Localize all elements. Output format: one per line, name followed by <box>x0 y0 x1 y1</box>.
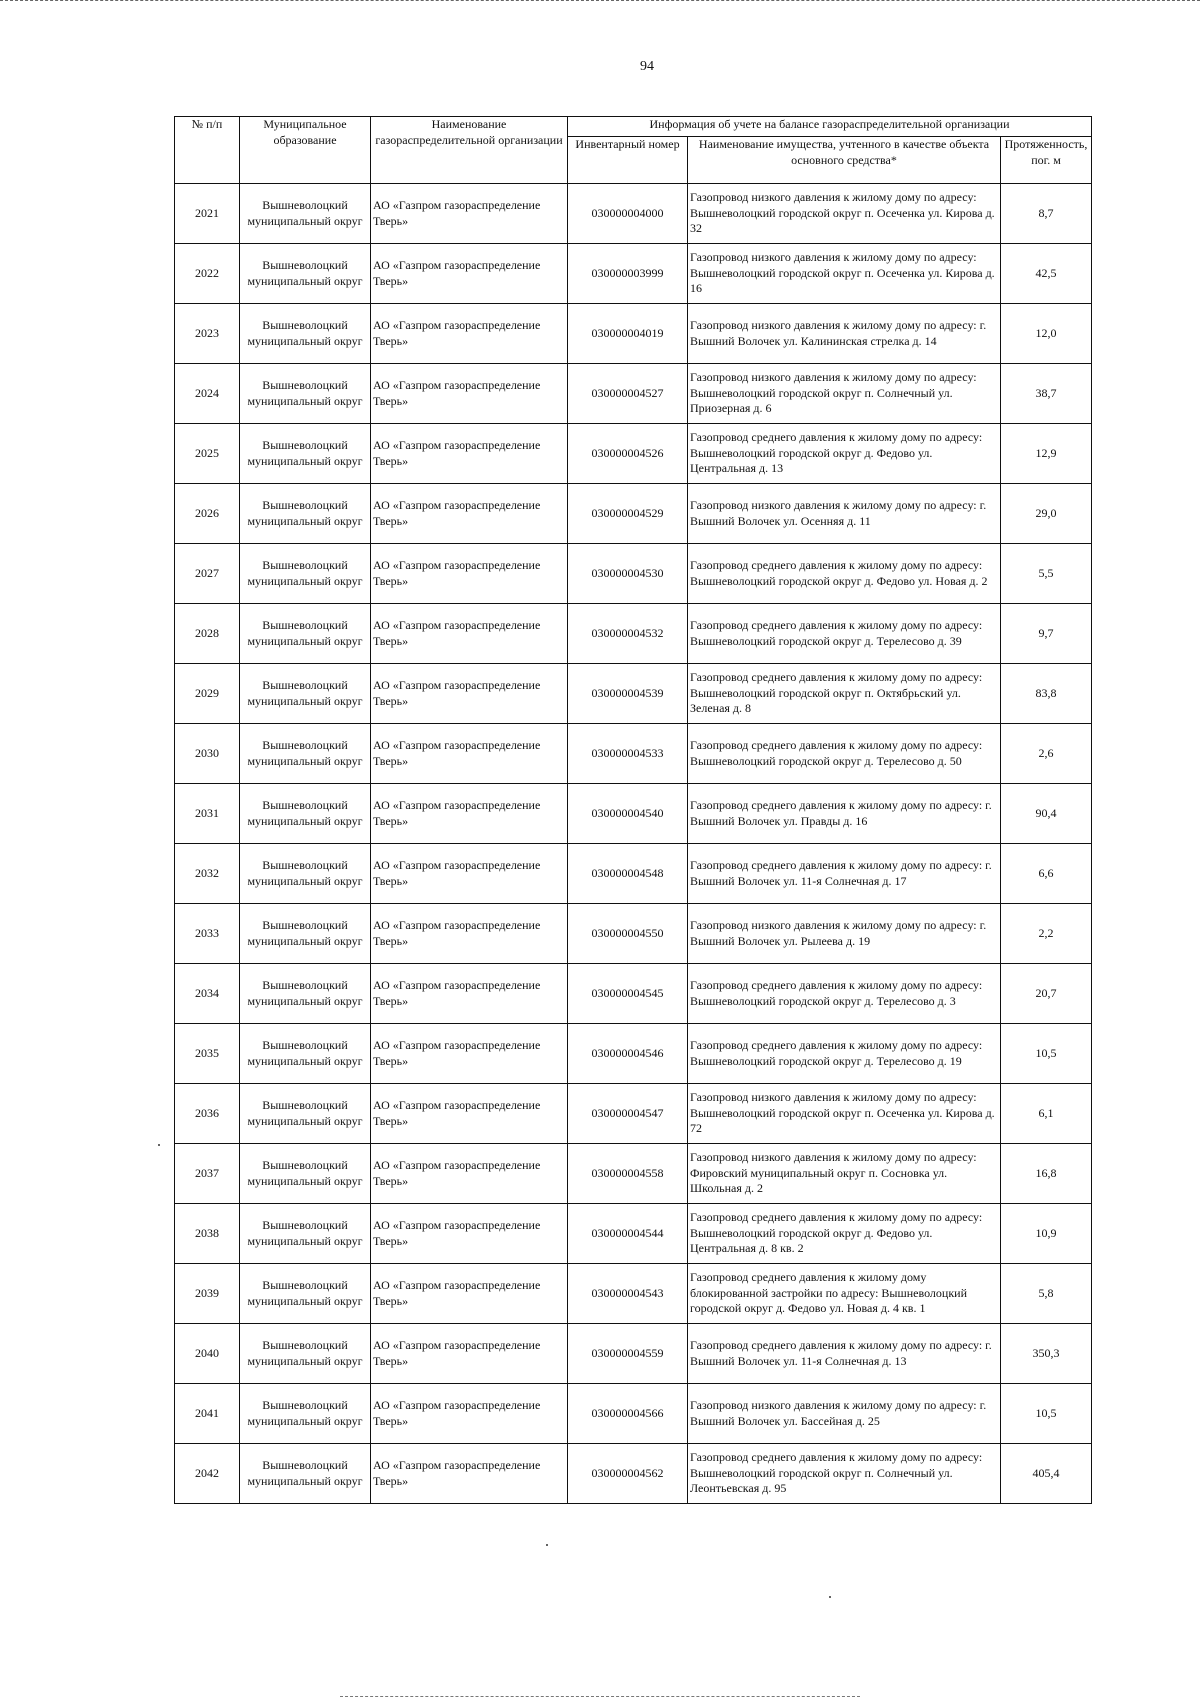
organization-cell: АО «Газпром газораспределение Тверь» <box>371 904 568 964</box>
inventory-number-cell: 030000004559 <box>568 1324 688 1384</box>
row-number: 2021 <box>175 184 240 244</box>
inventory-number-cell: 030000004533 <box>568 724 688 784</box>
row-number: 2025 <box>175 424 240 484</box>
header-inventory: Инвентарный номер <box>568 137 688 184</box>
organization-cell: АО «Газпром газораспределение Тверь» <box>371 364 568 424</box>
length-cell: 9,7 <box>1001 604 1092 664</box>
organization-cell: АО «Газпром газораспределение Тверь» <box>371 484 568 544</box>
inventory-number-cell: 030000004547 <box>568 1084 688 1144</box>
header-municipality: Муниципальное образование <box>240 117 371 184</box>
length-cell: 6,6 <box>1001 844 1092 904</box>
header-no: № п/п <box>175 117 240 184</box>
asset-name-cell: Газопровод низкого давления к жилому дому по адресу: Вышневолоцкий городской округ п. Осеченка ул. Кирова д. 32 <box>688 184 1001 244</box>
length-cell: 90,4 <box>1001 784 1092 844</box>
municipality-cell: Вышневолоцкий муниципальный округ <box>240 844 371 904</box>
length-cell: 5,8 <box>1001 1264 1092 1324</box>
inventory-number-cell: 030000004529 <box>568 484 688 544</box>
organization-cell: АО «Газпром газораспределение Тверь» <box>371 1204 568 1264</box>
table-row <box>175 1324 1092 1384</box>
municipality-cell: Вышневолоцкий муниципальный округ <box>240 424 371 484</box>
asset-name-cell: Газопровод среднего давления к жилому дому по адресу: Вышневолоцкий городской округ д. Федово ул. Центральная д. 13 <box>688 424 1001 484</box>
scan-speck <box>829 1596 831 1598</box>
organization-cell: АО «Газпром газораспределение Тверь» <box>371 784 568 844</box>
inventory-number-cell: 030000004000 <box>568 184 688 244</box>
organization-cell: АО «Газпром газораспределение Тверь» <box>371 424 568 484</box>
table-row <box>175 1204 1092 1264</box>
row-number: 2039 <box>175 1264 240 1324</box>
organization-cell: АО «Газпром газораспределение Тверь» <box>371 1264 568 1324</box>
table-row <box>175 1144 1092 1204</box>
row-number: 2042 <box>175 1444 240 1504</box>
municipality-cell: Вышневолоцкий муниципальный округ <box>240 1264 371 1324</box>
table-body <box>175 184 1092 1504</box>
length-cell: 29,0 <box>1001 484 1092 544</box>
asset-name-cell: Газопровод среднего давления к жилому дому по адресу: Вышневолоцкий городской округ д. Федово ул. Центральная д. 8 кв. 2 <box>688 1204 1001 1264</box>
municipality-cell: Вышневолоцкий муниципальный округ <box>240 1384 371 1444</box>
municipality-cell: Вышневолоцкий муниципальный округ <box>240 724 371 784</box>
asset-name-cell: Газопровод низкого давления к жилому дому по адресу: Фировский муниципальный округ п. Сосновка ул. Школьная д. 2 <box>688 1144 1001 1204</box>
length-cell: 20,7 <box>1001 964 1092 1024</box>
inventory-number-cell: 030000004562 <box>568 1444 688 1504</box>
table-row <box>175 1264 1092 1324</box>
asset-name-cell: Газопровод среднего давления к жилому дому по адресу: Вышневолоцкий городской округ д. Федово ул. Новая д. 2 <box>688 544 1001 604</box>
municipality-cell: Вышневолоцкий муниципальный округ <box>240 364 371 424</box>
length-cell: 350,3 <box>1001 1324 1092 1384</box>
header-asset-name: Наименование имущества, учтенного в качестве объекта основного средства* <box>688 137 1001 184</box>
inventory-number-cell: 030000004543 <box>568 1264 688 1324</box>
organization-cell: АО «Газпром газораспределение Тверь» <box>371 664 568 724</box>
asset-name-cell: Газопровод низкого давления к жилому дому по адресу: г. Вышний Волочек ул. Осенняя д. 11 <box>688 484 1001 544</box>
table-row <box>175 1444 1092 1504</box>
municipality-cell: Вышневолоцкий муниципальный округ <box>240 244 371 304</box>
length-cell: 10,5 <box>1001 1384 1092 1444</box>
asset-name-cell: Газопровод низкого давления к жилому дому по адресу: Вышневолоцкий городской округ п. Солнечный ул. Приозерная д. 6 <box>688 364 1001 424</box>
asset-name-cell: Газопровод низкого давления к жилому дому по адресу: г. Вышний Волочек ул. Рылеева д. 19 <box>688 904 1001 964</box>
table-row <box>175 304 1092 364</box>
organization-cell: АО «Газпром газораспределение Тверь» <box>371 304 568 364</box>
inventory-number-cell: 030000004539 <box>568 664 688 724</box>
municipality-cell: Вышневолоцкий муниципальный округ <box>240 304 371 364</box>
table-row <box>175 1384 1092 1444</box>
organization-cell: АО «Газпром газораспределение Тверь» <box>371 964 568 1024</box>
asset-name-cell: Газопровод среднего давления к жилому дому по адресу: Вышневолоцкий городской округ д. Терелесово д. 19 <box>688 1024 1001 1084</box>
inventory-number-cell: 030000004530 <box>568 544 688 604</box>
header-organization: Наименование газораспределительной организации <box>371 117 568 184</box>
length-cell: 10,9 <box>1001 1204 1092 1264</box>
table-header-row-1 <box>175 117 1092 137</box>
scan-speck <box>546 1544 548 1546</box>
row-number: 2027 <box>175 544 240 604</box>
municipality-cell: Вышневолоцкий муниципальный округ <box>240 544 371 604</box>
length-cell: 16,8 <box>1001 1144 1092 1204</box>
row-number: 2022 <box>175 244 240 304</box>
length-cell: 12,0 <box>1001 304 1092 364</box>
municipality-cell: Вышневолоцкий муниципальный округ <box>240 664 371 724</box>
inventory-number-cell: 030000004566 <box>568 1384 688 1444</box>
table-row <box>175 184 1092 244</box>
scan-top-edge <box>0 0 1200 3</box>
length-cell: 405,4 <box>1001 1444 1092 1504</box>
inventory-number-cell: 030000004540 <box>568 784 688 844</box>
table-row <box>175 364 1092 424</box>
municipality-cell: Вышневолоцкий муниципальный округ <box>240 784 371 844</box>
asset-name-cell: Газопровод среднего давления к жилому дому по адресу: Вышневолоцкий городской округ д. Терелесово д. 50 <box>688 724 1001 784</box>
organization-cell: АО «Газпром газораспределение Тверь» <box>371 724 568 784</box>
row-number: 2032 <box>175 844 240 904</box>
page-number: 94 <box>640 59 654 74</box>
row-number: 2038 <box>175 1204 240 1264</box>
inventory-number-cell: 030000004532 <box>568 604 688 664</box>
organization-cell: АО «Газпром газораспределение Тверь» <box>371 1084 568 1144</box>
table-row <box>175 784 1092 844</box>
length-cell: 10,5 <box>1001 1024 1092 1084</box>
length-cell: 2,6 <box>1001 724 1092 784</box>
municipality-cell: Вышневолоцкий муниципальный округ <box>240 484 371 544</box>
length-cell: 8,7 <box>1001 184 1092 244</box>
municipality-cell: Вышневолоцкий муниципальный округ <box>240 604 371 664</box>
table-row <box>175 484 1092 544</box>
row-number: 2026 <box>175 484 240 544</box>
asset-name-cell: Газопровод низкого давления к жилому дому по адресу: г. Вышний Волочек ул. Калининская стрелка д. 14 <box>688 304 1001 364</box>
asset-name-cell: Газопровод среднего давления к жилому дому по адресу: г. Вышний Волочек ул. 11-я Солнечная д. 17 <box>688 844 1001 904</box>
asset-name-cell: Газопровод среднего давления к жилому дому по адресу: г. Вышний Волочек ул. 11-я Солнечная д. 13 <box>688 1324 1001 1384</box>
row-number: 2040 <box>175 1324 240 1384</box>
length-cell: 12,9 <box>1001 424 1092 484</box>
inventory-number-cell: 030000004527 <box>568 364 688 424</box>
table-row <box>175 544 1092 604</box>
municipality-cell: Вышневолоцкий муниципальный округ <box>240 1024 371 1084</box>
asset-name-cell: Газопровод среднего давления к жилому дому блокированной застройки по адресу: Вышневолоцкий городской округ д. Федово ул. Новая д. 4 кв. 1 <box>688 1264 1001 1324</box>
table-row <box>175 664 1092 724</box>
municipality-cell: Вышневолоцкий муниципальный округ <box>240 1144 371 1204</box>
row-number: 2041 <box>175 1384 240 1444</box>
inventory-number-cell: 030000004526 <box>568 424 688 484</box>
asset-name-cell: Газопровод среднего давления к жилому дому по адресу: г. Вышний Волочек ул. Правды д. 16 <box>688 784 1001 844</box>
municipality-cell: Вышневолоцкий муниципальный округ <box>240 1204 371 1264</box>
organization-cell: АО «Газпром газораспределение Тверь» <box>371 544 568 604</box>
asset-name-cell: Газопровод низкого давления к жилому дому по адресу: г. Вышний Волочек ул. Бассейная д. 25 <box>688 1384 1001 1444</box>
scan-speck <box>158 1144 160 1146</box>
asset-name-cell: Газопровод низкого давления к жилому дому по адресу: Вышневолоцкий городской округ п. Осеченка ул. Кирова д. 72 <box>688 1084 1001 1144</box>
inventory-number-cell: 030000004548 <box>568 844 688 904</box>
row-number: 2029 <box>175 664 240 724</box>
length-cell: 38,7 <box>1001 364 1092 424</box>
inventory-number-cell: 030000004019 <box>568 304 688 364</box>
organization-cell: АО «Газпром газораспределение Тверь» <box>371 244 568 304</box>
organization-cell: АО «Газпром газораспределение Тверь» <box>371 1024 568 1084</box>
municipality-cell: Вышневолоцкий муниципальный округ <box>240 184 371 244</box>
municipality-cell: Вышневолоцкий муниципальный округ <box>240 1444 371 1504</box>
table-row <box>175 964 1092 1024</box>
asset-name-cell: Газопровод среднего давления к жилому дому по адресу: Вышневолоцкий городской округ п. Солнечный ул. Леонтьевская д. 95 <box>688 1444 1001 1504</box>
table-row <box>175 724 1092 784</box>
inventory-number-cell: 030000004545 <box>568 964 688 1024</box>
row-number: 2037 <box>175 1144 240 1204</box>
asset-name-cell: Газопровод низкого давления к жилому дому по адресу: Вышневолоцкий городской округ п. Осеченка ул. Кирова д. 16 <box>688 244 1001 304</box>
asset-name-cell: Газопровод среднего давления к жилому дому по адресу: Вышневолоцкий городской округ д. Терелесово д. 3 <box>688 964 1001 1024</box>
municipality-cell: Вышневолоцкий муниципальный округ <box>240 1324 371 1384</box>
inventory-number-cell: 030000004544 <box>568 1204 688 1264</box>
inventory-number-cell: 030000004558 <box>568 1144 688 1204</box>
row-number: 2030 <box>175 724 240 784</box>
asset-name-cell: Газопровод среднего давления к жилому дому по адресу: Вышневолоцкий городской округ п. Октябрьский ул. Зеленая д. 8 <box>688 664 1001 724</box>
length-cell: 42,5 <box>1001 244 1092 304</box>
length-cell: 2,2 <box>1001 904 1092 964</box>
row-number: 2024 <box>175 364 240 424</box>
organization-cell: АО «Газпром газораспределение Тверь» <box>371 184 568 244</box>
inventory-number-cell: 030000004546 <box>568 1024 688 1084</box>
table-row <box>175 844 1092 904</box>
table-row <box>175 1024 1092 1084</box>
row-number: 2034 <box>175 964 240 1024</box>
organization-cell: АО «Газпром газораспределение Тверь» <box>371 1384 568 1444</box>
header-accounting-group: Информация об учете на балансе газораспределительной организации <box>568 117 1092 137</box>
table-row <box>175 244 1092 304</box>
gas-pipeline-registry-table <box>174 116 1092 1504</box>
table-row <box>175 424 1092 484</box>
table-row <box>175 904 1092 964</box>
length-cell: 83,8 <box>1001 664 1092 724</box>
municipality-cell: Вышневолоцкий муниципальный округ <box>240 904 371 964</box>
row-number: 2023 <box>175 304 240 364</box>
organization-cell: АО «Газпром газораспределение Тверь» <box>371 1144 568 1204</box>
table-row <box>175 1084 1092 1144</box>
municipality-cell: Вышневолоцкий муниципальный округ <box>240 1084 371 1144</box>
row-number: 2033 <box>175 904 240 964</box>
inventory-number-cell: 030000004550 <box>568 904 688 964</box>
organization-cell: АО «Газпром газораспределение Тверь» <box>371 1444 568 1504</box>
inventory-number-cell: 030000003999 <box>568 244 688 304</box>
asset-name-cell: Газопровод среднего давления к жилому дому по адресу: Вышневолоцкий городской округ д. Терелесово д. 39 <box>688 604 1001 664</box>
table-row <box>175 604 1092 664</box>
organization-cell: АО «Газпром газораспределение Тверь» <box>371 844 568 904</box>
row-number: 2031 <box>175 784 240 844</box>
organization-cell: АО «Газпром газораспределение Тверь» <box>371 1324 568 1384</box>
organization-cell: АО «Газпром газораспределение Тверь» <box>371 604 568 664</box>
municipality-cell: Вышневолоцкий муниципальный округ <box>240 964 371 1024</box>
row-number: 2036 <box>175 1084 240 1144</box>
length-cell: 6,1 <box>1001 1084 1092 1144</box>
row-number: 2035 <box>175 1024 240 1084</box>
length-cell: 5,5 <box>1001 544 1092 604</box>
header-length: Протяженность, пог. м <box>1001 137 1092 184</box>
row-number: 2028 <box>175 604 240 664</box>
